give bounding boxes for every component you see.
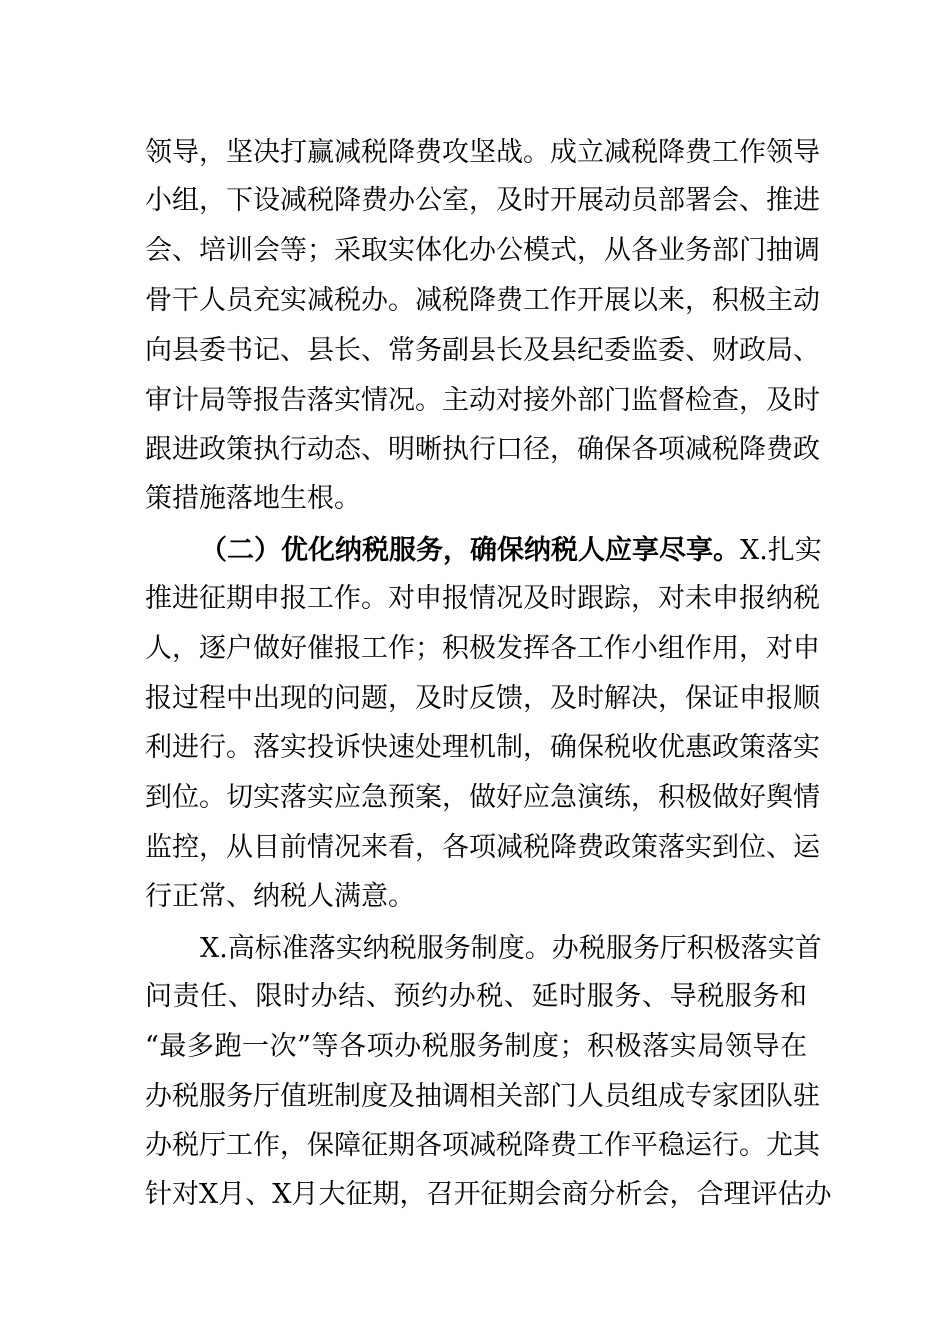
text-line: 向县委书记、县长、常务副县长及县纪委监委、财政局、	[145, 335, 820, 366]
text-line: 小组，下设减税降费办公室，及时开展动员部署会、推进	[145, 185, 820, 216]
text-line: “最多跑一次”等各项办税服务制度；积极落实局领导在	[145, 1031, 807, 1062]
text-line: 办税服务厅值班制度及抽调相关部门人员组成专家团队驻	[145, 1081, 820, 1112]
text-line: 策措施落地生根。	[145, 483, 361, 514]
text-line: 人，逐户做好催报工作；积极发挥各工作小组作用，对申	[145, 633, 820, 664]
text-line: 领导，坚决打赢减税降费攻坚战。成立减税降费工作领导	[145, 137, 820, 168]
text-line: X.高标准落实纳税服务制度。办税服务厅积极落实首	[200, 933, 822, 964]
text-line: 报过程中出现的问题，及时反馈，及时解决，保证申报顺	[145, 683, 820, 714]
heading-continuation: X.扎实	[740, 535, 822, 566]
text-line: 推进征期申报工作。对申报情况及时跟踪，对未申报纳税	[145, 583, 820, 614]
text-line: 利进行。落实投诉快速处理机制，确保税收优惠政策落实	[145, 732, 820, 763]
text-line: 会、培训会等；采取实体化办公模式，从各业务部门抽调	[145, 235, 820, 266]
text-line: 行正常、纳税人满意。	[145, 881, 415, 912]
text-line: 监控，从目前情况来看，各项减税降费政策落实到位、运	[145, 832, 820, 863]
text-line: 审计局等报告落实情况。主动对接外部门监督检查，及时	[145, 385, 820, 416]
text-line: 针对X月、X月大征期，召开征期会商分析会，合理评估办	[145, 1179, 832, 1210]
text-line: 办税厅工作，保障征期各项减税降费工作平稳运行。尤其	[145, 1130, 820, 1161]
text-line: 跟进政策执行动态、明晰执行口径，确保各项减税降费政	[145, 434, 820, 465]
text-line: 问责任、限时办结、预约办税、延时服务、导税服务和	[145, 981, 807, 1012]
text-line: 到位。切实落实应急预案，做好应急演练，积极做好舆情	[145, 782, 820, 813]
text-line: 骨干人员充实减税办。减税降费工作开展以来，积极主动	[145, 285, 820, 316]
section-heading-line	[200, 526, 822, 576]
section-heading: （二）优化纳税服务，确保纳税人应享尽享。	[200, 535, 740, 566]
